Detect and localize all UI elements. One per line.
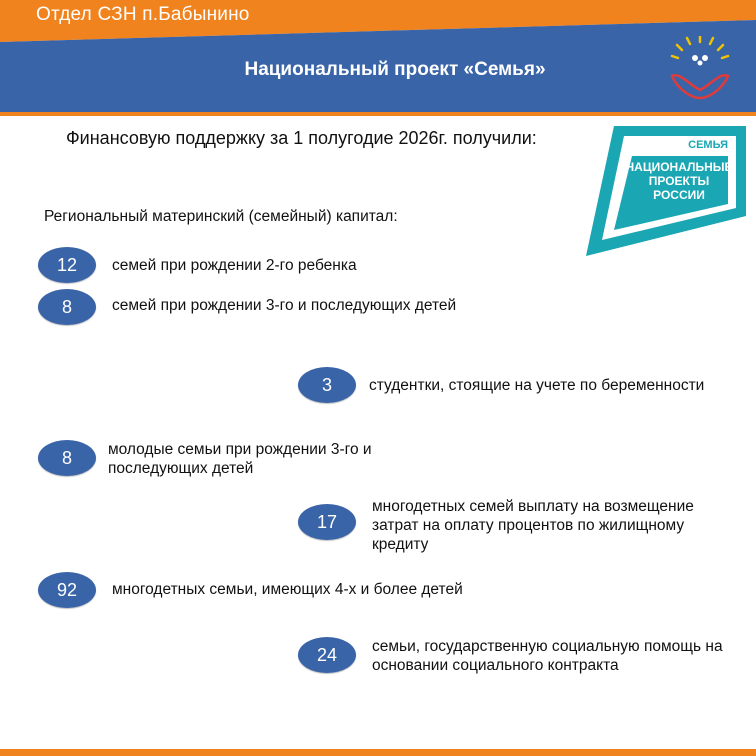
department-title: Отдел СЗН п.Бабынино (36, 4, 250, 25)
stat-value-students: 3 (298, 367, 356, 403)
family-emblem-icon (662, 36, 738, 102)
logo-line-3: ПРОЕКТЫ (648, 174, 710, 188)
stat-text-mortgage: многодетных семей выплату на возмещение затрат на оплату процентов по жилищному кредиту (372, 498, 694, 553)
national-projects-logo (584, 124, 746, 258)
stat-text-young-families: молодые семьи при рождении 3-го и последующих детей (108, 441, 372, 477)
stat-value-second-child: 12 (38, 247, 96, 283)
footer-divider (0, 749, 756, 756)
stat-value-young-families: 8 (38, 440, 96, 476)
logo-line-4: РОССИИ (653, 188, 705, 202)
project-title: Национальный проект «Семья» (244, 59, 546, 80)
stat-text-third-child: семей при рождении 3-го и последующих детей (112, 297, 457, 314)
stat-text-second-child: семей при рождении 2-го ребенка (112, 257, 357, 274)
stat-value-social-contract: 24 (298, 637, 356, 673)
stat-text-large-families: многодетных семьи, имеющих 4-х и более детей (112, 581, 463, 598)
intro-heading: Финансовую поддержку за 1 полугодие 2026г. получили: (66, 128, 537, 148)
logo-semya-text: СЕМЬЯ (688, 139, 728, 151)
stat-value-mortgage: 17 (298, 504, 356, 540)
logo-line-2: НАЦИОНАЛЬНЫЕ (625, 160, 733, 174)
stat-value-third-child: 8 (38, 289, 96, 325)
stat-text-students: студентки, стоящие на учете по беременности (369, 377, 705, 394)
section-label: Региональный материнский (семейный) капитал: (44, 208, 398, 225)
stat-text-social-contract: семьи, государственную социальную помощь на основании социального контракта (372, 638, 723, 674)
stat-value-large-families: 92 (38, 572, 96, 608)
